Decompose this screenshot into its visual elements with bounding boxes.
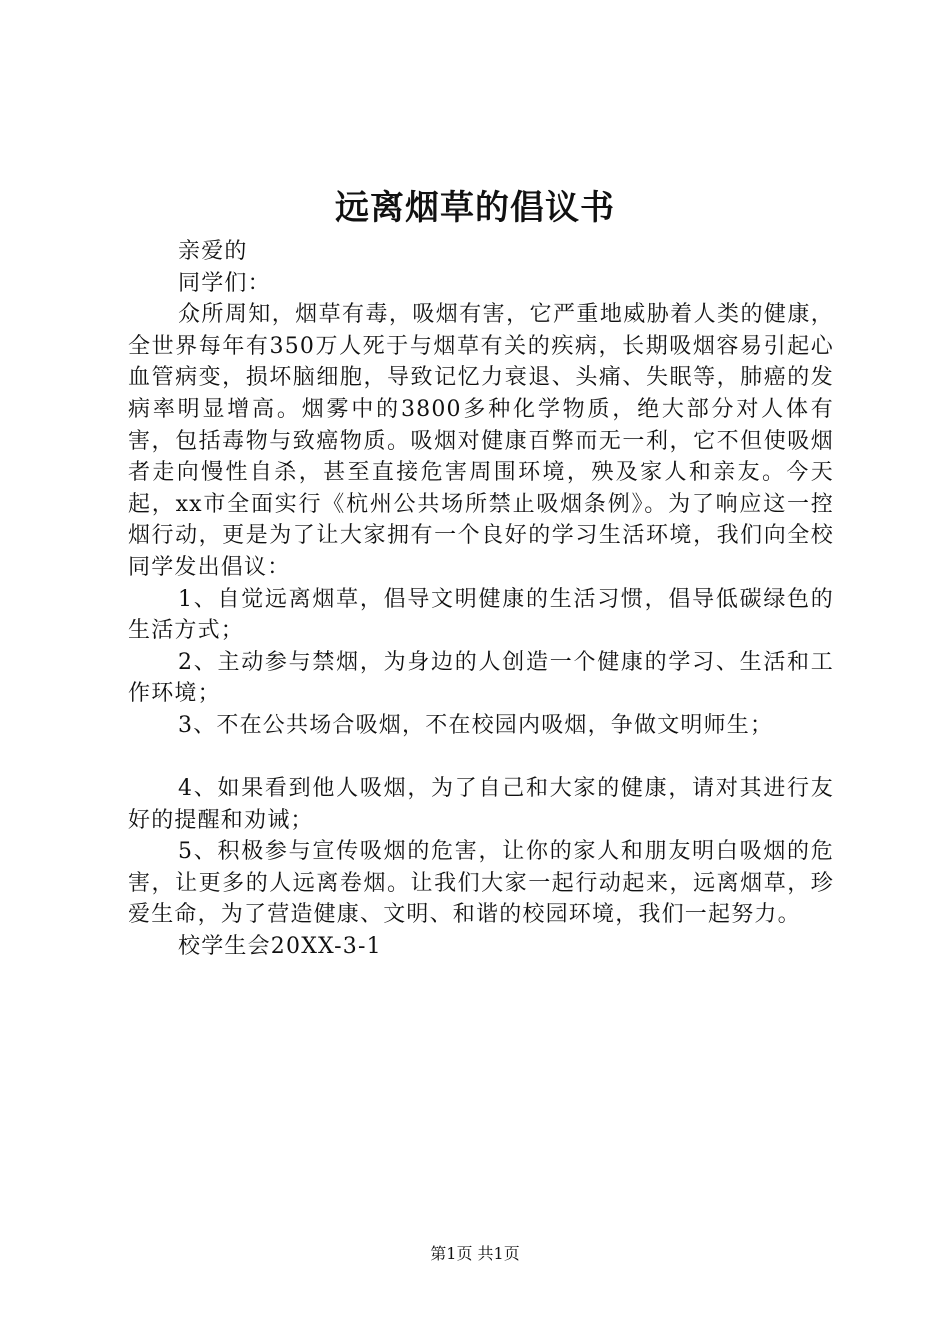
document-title: 远离烟草的倡议书	[335, 188, 615, 228]
proposal-item-2: 2、主动参与禁烟，为身边的人创造一个健康的学习、生活和工作环境；	[128, 649, 834, 707]
proposal-item-1: 1、自觉远离烟草，倡导文明健康的生活习惯，倡导低碳绿色的生活方式；	[128, 586, 834, 644]
intro-paragraph: 众所周知，烟草有毒，吸烟有害，它严重地威胁着人类的健康，全世界每年有350万人死于与烟草有关的疾病，长期吸烟容易引起心血管病变，损坏脑细胞，导致记忆力衰退、头痛、失眠等，肺癌的发病率明显增高。烟雾中的3800多种化学物质，绝大部分对人体有害，包括毒物与致癌物质。吸烟对健康百弊而无一利，它不但使吸烟者走向慢性自杀，甚至直接危害周围环境，殃及家人和亲友。今天起，xx市全面实行《杭州公共场所禁止吸烟条例》。为了响应这一控烟行动，更是为了让大家拥有一个良好的学习生活环境，我们向全校同学发出倡议：	[128, 302, 834, 580]
proposal-item-5: 5、积极参与宣传吸烟的危害，让你的家人和朋友明白吸烟的危害，让更多的人远离卷烟。让我们大家一起行动起来，远离烟草，珍爱生命，为了营造健康、文明、和谐的校园环境，我们一起努力。	[128, 839, 834, 928]
salutation-line-1: 亲爱的	[178, 239, 248, 264]
proposal-item-3: 3、不在公共场合吸烟，不在校园内吸烟，争做文明师生；	[178, 712, 774, 738]
signature: 校学生会20XX-3-1	[178, 934, 382, 960]
page-footer: 第1页 共1页	[430, 1244, 520, 1263]
salutation-line-2: 同学们：	[178, 270, 271, 296]
document-body	[128, 236, 834, 963]
paragraph-spacer	[128, 742, 834, 774]
proposal-item-4: 4、如果看到他人吸烟，为了自己和大家的健康，请对其进行友好的提醒和劝诫；	[128, 776, 834, 833]
